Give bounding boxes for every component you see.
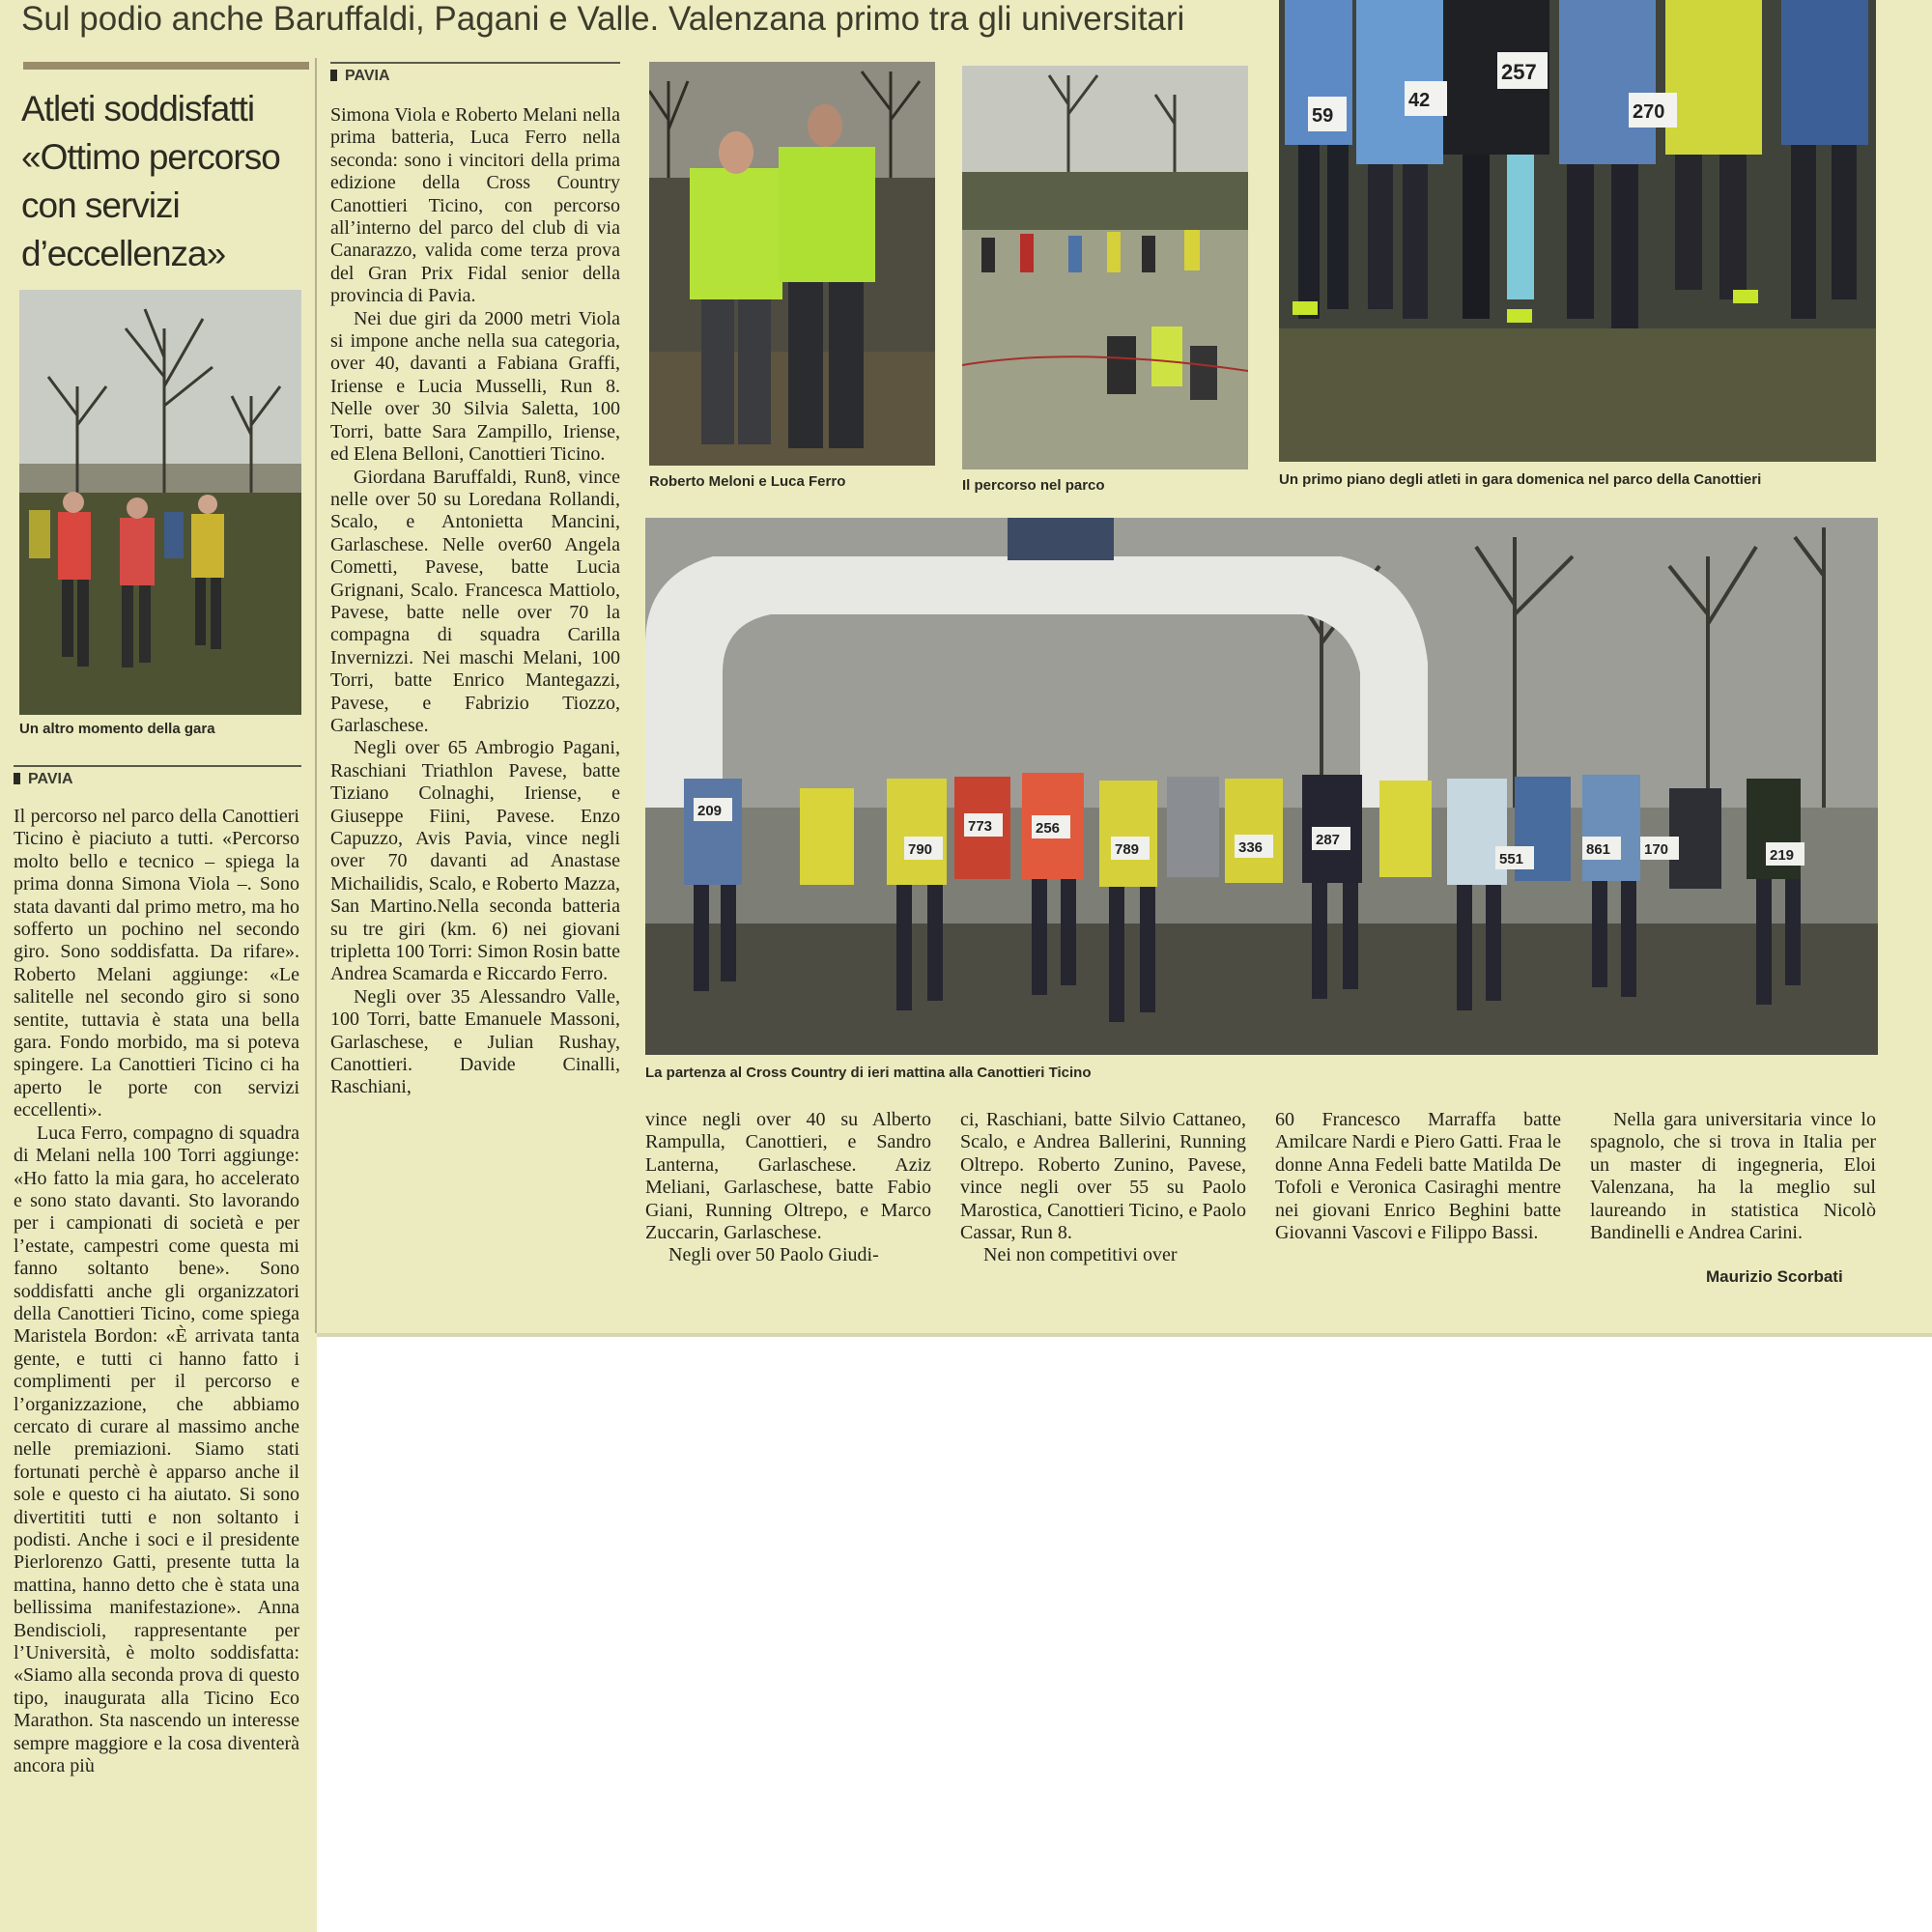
main-column-5 <box>1590 1109 1876 1244</box>
bib-number: 42 <box>1408 90 1431 111</box>
sidebar-photo-caption: Un altro momento della gara <box>19 721 215 737</box>
bib-number: 256 <box>1036 820 1061 837</box>
sidebar-body <box>14 806 299 1777</box>
main-paragraph: Simona Viola e Roberto Melani nella prima batteria, Luca Ferro nella seconda: sono i vincitori della prima edizione della Cross Country Canottieri Ticino, con percorso all’interno del parco del club di via Canarazzo, valida come terza prova del Gran Prix Fidal senior della provincia di Pavia. <box>330 104 620 307</box>
main-paragraph: vince negli over 40 su Alberto Rampulla, Canottieri, e Sandro Lanterna, Garlaschese. Aziz Meliani, Garlaschese, batte Fabio Giani, Running Oltrepo, e Marco Zuccarin, Garlaschese. <box>645 1109 931 1244</box>
photo-partenza-image <box>645 518 1878 1055</box>
sidebar-kicker-label: PAVIA <box>28 771 73 787</box>
sidebar-headline <box>21 85 315 278</box>
photo-atleti-image <box>1279 0 1876 462</box>
clipping-edge <box>317 1333 1932 1337</box>
sidebar-kicker <box>14 765 301 794</box>
main-paragraph: Negli over 65 Ambrogio Pagani, Raschiani Triathlon Pavese, batte Tiziano Colnaghi, Iriense, e Giuseppe Fiini, Pavese. Enzo Capuzzo, Avis Pavia, vince negli over 70 davanti ad Anastase Michailidis, Scalo, e Roberto Mazza, San Martino.Nella seconda batteria su tre giri (km. 6) nei giovani tripletta 100 Torri: Simon Rosin batte Andrea Scamarda e Riccardo Ferro. <box>330 737 620 985</box>
photo-meloni-ferro-caption: Roberto Meloni e Luca Ferro <box>649 473 846 490</box>
headline-line: con servizi <box>21 185 180 225</box>
main-paragraph: Nei due giri da 2000 metri Viola si impone anche nella sua categoria, over 40, davanti a Fabiana Graffi, Iriense e Lucia Musselli, Run 8. Nelle over 30 Silvia Saletta, 100 Torri, batte Sara Zampillo, Iriense, ed Elena Belloni, Canottieri Ticino. <box>330 307 620 466</box>
main-kicker-label: PAVIA <box>345 68 390 84</box>
photo-percorso-image <box>962 66 1248 469</box>
main-paragraph: Negli over 50 Paolo Giudi- <box>668 1244 879 1266</box>
photo-meloni-ferro <box>649 62 935 466</box>
main-paragraph: ci, Raschiani, batte Silvio Cattaneo, Scalo, e Andrea Ballerini, Running Oltrepo. Roberto Zunino, Pavese, vince negli over 55 su Paolo Marostica, Canottieri Ticino, e Paolo Cassar, Run 8. <box>960 1109 1246 1244</box>
photo-partenza <box>645 518 1878 1055</box>
photo-meloni-ferro-image <box>649 62 935 466</box>
bib-number: 773 <box>968 818 993 835</box>
photo-atleti-primo-piano <box>1279 0 1876 462</box>
bib-number: 861 <box>1586 841 1611 858</box>
bib-number: 59 <box>1312 105 1334 127</box>
photo-percorso-caption: Il percorso nel parco <box>962 477 1105 494</box>
main-column-2 <box>645 1109 931 1267</box>
bib-number: 257 <box>1501 60 1537 84</box>
article-byline: Maurizio Scorbati <box>1706 1267 1843 1286</box>
main-paragraph: Nella gara universitaria vince lo spagnolo, che si trova in Italia per un master di ingegneria, Eloi Valenzana, ha la meglio sul laureando in statistica Nicolò Bandinelli e Andrea Carini. <box>1590 1109 1876 1244</box>
photo-percorso <box>962 66 1248 469</box>
headline-line: «Ottimo percorso <box>21 137 280 177</box>
main-paragraph: 60 Francesco Marraffa batte Amilcare Nardi e Piero Gatti. Fraa le donne Anna Fedeli batte Matilda De Tofoli e Veronica Casiraghi mentre nei giovani Enrico Beghini batte Giovanni Vascovi e Filippo Bassi. <box>1275 1109 1561 1244</box>
headline-rule <box>23 62 309 70</box>
sidebar-paragraph: Luca Ferro, compagno di squadra di Melani nella 100 Torri aggiunge: «Ho fatto la mia gara, ho accelerato e sono stato davanti. Sto lavorando per i campionati di società e per l’estate, campestri come questa mi fanno soltanto bene». Sono soddisfatti anche gli organizzatori della Canottieri Ticino, come spiega Maristela Bordon: «È arrivata tanta gente, e tutti ci hanno fatto i complimenti per il percorso e l’organizzazione, che abbiamo cercato di curare al massimo anche nelle premiazioni. Siamo stati fortunati perchè è apparso anche il sole e questo ci ha aiutato. Si sono divertititi tutti e non soltanto i podisti. Anche i soci e il presidente Pierlorenzo Gatti, presente tutta la mattina, hanno detto che è stata una bellissima manifestazione». Anna Bendiscioli, rappresentante per l’Università, è molto soddisfatta: «Siamo alla seconda prova di questo tipo, inaugurata alla Ticino Eco Marathon. Sta nascendo un interesse sempre maggiore e la cosa diventerà ancora più <box>14 1122 299 1777</box>
sidebar-photo <box>19 290 301 715</box>
headline-line: Atleti soddisfatti <box>21 89 255 128</box>
bib-number: 270 <box>1633 101 1665 123</box>
main-column-1 <box>330 104 620 1099</box>
main-paragraph: Nei non competitivi over <box>983 1244 1178 1266</box>
main-kicker <box>330 62 620 91</box>
main-column-4 <box>1275 1109 1561 1244</box>
bib-number: 170 <box>1644 841 1669 858</box>
column-separator <box>315 58 317 1333</box>
kicker-marker <box>330 70 337 81</box>
article-subtitle: Sul podio anche Baruffaldi, Pagani e Valle. Valenzana primo tra gli universitari <box>21 0 1185 38</box>
photo-atleti-caption: Un primo piano degli atleti in gara domenica nel parco della Canottieri <box>1279 471 1762 488</box>
main-paragraph: Negli over 35 Alessandro Valle, 100 Torri, batte Emanuele Massoni, Garlaschese, e Julian Rushay, Canottieri. Davide Cinalli, Raschiani, <box>330 985 620 1098</box>
sidebar-photo-image <box>19 290 301 715</box>
kicker-marker <box>14 773 20 784</box>
main-paragraph: Giordana Baruffaldi, Run8, vince nelle over 50 su Loredana Rollandi, Scalo, e Antonietta Mancini, Garlaschese. Nelle over60 Angela Cometti, Pavese, batte Lucia Grignani, Scalo. Francesca Mattiolo, Pavese, batte nelle over 70 la compagna di squadra Carilla Invernizzi. Nei maschi Melani, 100 Torri, batte Enrico Mantegazzi, Pavese, e Fabrizio Tiozzo, Garlaschese. <box>330 466 620 736</box>
bib-number: 790 <box>908 841 933 858</box>
bib-number: 551 <box>1499 851 1524 867</box>
bib-number: 209 <box>697 803 723 819</box>
photo-partenza-caption: La partenza al Cross Country di ieri mattina alla Canottieri Ticino <box>645 1065 1092 1081</box>
sidebar-paragraph: Il percorso nel parco della Canottieri Ticino è piaciuto a tutti. «Percorso molto bello e tecnico – spiega la prima donna Simona Viola –. Sono stata davanti dal primo metro, ma ho sofferto un pochino nel secondo giro. Sono soddisfatta. Da rifare». Roberto Melani aggiunge: «Le salitelle nel secondo giro si sono sentite, tuttavia è stata una bella gara. Fondo morbido, ma si poteva spingere. La Canottieri Ticino ci ha aperto le porte con servizi eccellenti». <box>14 806 299 1122</box>
headline-line: d’eccellenza» <box>21 234 226 273</box>
bib-number: 789 <box>1115 841 1140 858</box>
bib-number: 287 <box>1316 832 1341 848</box>
bib-number: 219 <box>1770 847 1795 864</box>
main-column-3 <box>960 1109 1246 1267</box>
bib-number: 336 <box>1238 839 1264 856</box>
